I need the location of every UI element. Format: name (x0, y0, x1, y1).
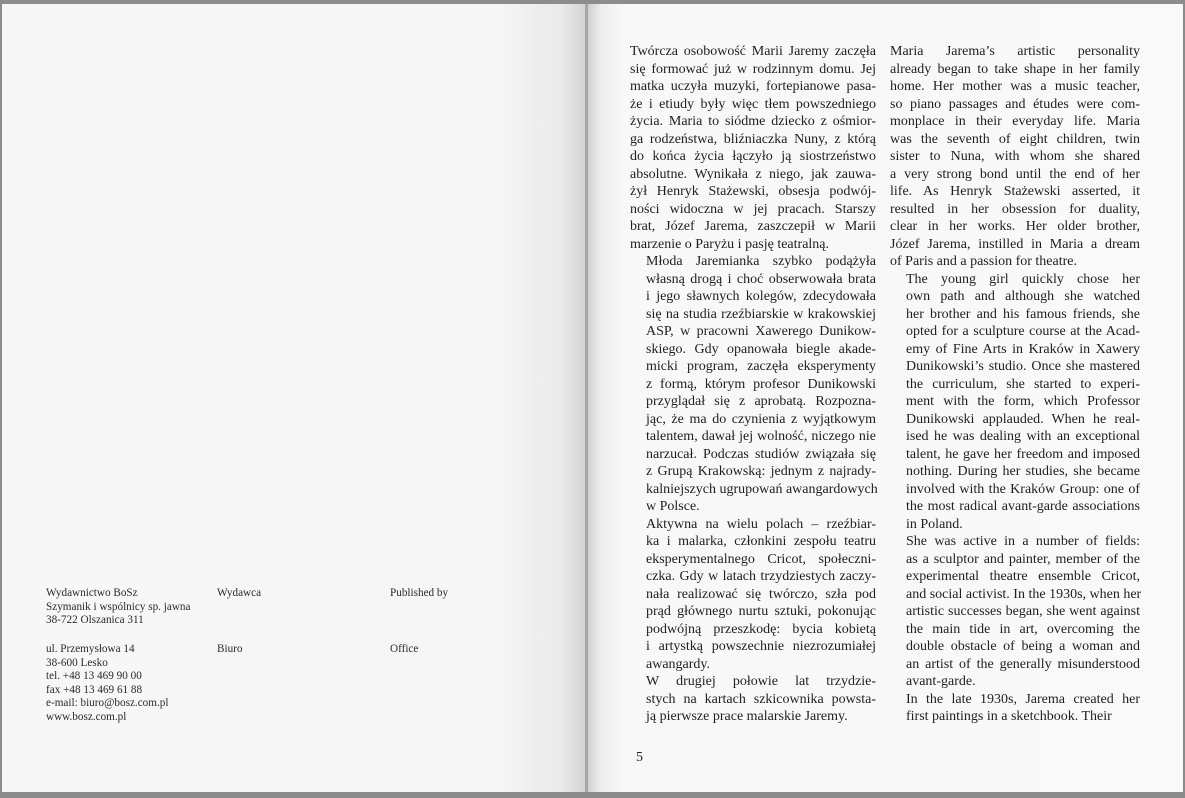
text-line: w Polsce. (646, 499, 700, 514)
text-line: marzenie o Paryżu i pasję teatralną. (630, 236, 830, 252)
text-line: Twórcza osobowość Marii Jaremy zaczęła (630, 44, 876, 59)
text-line: own path and although she watched (906, 289, 1140, 304)
text-line: i artystką powszechnie niezrozumiałej (646, 639, 876, 654)
right-page (588, 4, 1183, 792)
text-line: in Poland. (906, 516, 963, 532)
text-line: so piano passages and études were com- (890, 96, 1140, 112)
imprint-line: Wydawnictwo BoSz (46, 587, 138, 599)
text-line: a very strong bond until the end of her (890, 166, 1140, 182)
text-line: skiego. Gdy opanowała biegle akade- (646, 341, 876, 357)
paragraph (630, 516, 876, 674)
text-line: i jego sławnych kolegów, zdecydowała (646, 289, 876, 304)
publisher-label-en: Published by (390, 587, 449, 599)
text-line: involved with the Kraków Group: one of (906, 481, 1140, 497)
text-line: monplace in their everyday life. Maria (890, 114, 1140, 129)
paragraph (630, 673, 876, 726)
text-line: double obstacle of being a woman and (906, 639, 1140, 654)
office-address (46, 643, 168, 725)
text-line: micki program, zaczęła eksperymenty (646, 359, 876, 374)
text-line: stych na kartach szkicownika powsta- (646, 691, 876, 707)
text-line: first paintings in a sketchbook. Their (906, 709, 1112, 724)
text-line: experimental theatre ensemble Cricot, (906, 569, 1140, 584)
office-label-pl: Biuro (217, 643, 243, 655)
text-line: czka. Gdy w latach trzydziestych zaczy- (646, 569, 876, 584)
text-line: się na studia rzeźbiarskie w krakowskiej (646, 306, 876, 322)
office-label-en: Office (390, 643, 419, 655)
publisher-name (46, 587, 191, 628)
text-line: her brother and his famous friends, she (906, 306, 1140, 322)
text-line: the most radical avant-garde associations (906, 499, 1140, 514)
paragraph (890, 691, 1140, 726)
text-line: jąc, że ma do czynienia z wyjątkowym (646, 411, 876, 427)
publisher-label-pl: Wydawca (217, 587, 262, 599)
english-text-column (890, 43, 1140, 726)
text-line: nothing. During her studies, she became (906, 464, 1140, 479)
text-line: matka uczyła muzyki, fortepianowe pasa- (630, 79, 876, 94)
text-line: the main tide in art, overcoming the (906, 621, 1140, 637)
paragraph (890, 43, 1140, 271)
text-line: absolutne. Wynikała z niego, jak zauwa- (630, 166, 876, 182)
text-line: opted for a sculpture course at the Acad- (906, 324, 1140, 339)
imprint-line: 38-722 Olszanica 311 (46, 614, 144, 627)
imprint-line: fax +48 13 469 61 88 (46, 683, 143, 696)
text-line: was the seventh of eight children, twin (890, 131, 1140, 147)
text-line: sister to Nuna, with whom she shared (890, 149, 1140, 164)
text-line: awangardy. (646, 656, 711, 672)
text-line: przyglądał się z aprobatą. Rozpozna- (646, 394, 876, 409)
text-line: żył Henryk Stażewski, obsesja podwój- (630, 184, 876, 199)
text-line: talent, he gave her freedom and imposed (906, 446, 1140, 462)
text-line: W drugiej połowie lat trzydzie- (646, 674, 876, 689)
paragraph (890, 533, 1140, 691)
text-line: home. Her mother was a music teacher, (890, 79, 1140, 94)
text-line: Aktywna na wielu polach – rzeźbiar- (646, 516, 876, 532)
paragraph (890, 271, 1140, 534)
imprint-line: www.bosz.com.pl (46, 710, 127, 723)
page-number: 5 (636, 750, 643, 765)
text-line: życia. Maria to siódme dziecko z ośmior- (630, 114, 876, 129)
text-line: narzucał. Podczas studiów związała się (646, 446, 876, 462)
text-line: eksperymentalnego Cricot, społeczni- (646, 551, 876, 567)
text-line: ności widoczna w jej pracach. Starszy (630, 201, 876, 217)
text-line: She was active in a number of fields: (906, 534, 1140, 549)
text-line: ised he was dealing with an exceptional (906, 429, 1140, 444)
text-line: resulted in her obsession for duality, (890, 201, 1140, 217)
text-line: Dunikowski applauded. When he real- (906, 411, 1140, 427)
text-line: własną drogą i choć obserwowała brata (646, 271, 876, 287)
text-line: brat, Józef Jarema, zaszczepił w Marii (630, 219, 876, 234)
text-line: as a sculptor and painter, member of the (906, 551, 1140, 567)
text-line: avant-garde. (906, 674, 976, 689)
text-line: z formą, którym profesor Dunikowski (646, 376, 876, 392)
text-line: clear in her works. Her older brother, (890, 219, 1140, 234)
text-line: Dunikowski’s studio. Once she mastered (906, 359, 1140, 374)
text-line: talentem, dawał jej wolność, niczego nie (646, 429, 876, 444)
text-line: the curriculum, she started to experi- (906, 376, 1140, 392)
text-line: Młoda Jaremianka szybko podążyła (646, 254, 876, 269)
text-line: artistic successes began, she went against (906, 604, 1140, 619)
text-line: podwójną przeszkodę: bycia kobietą (646, 621, 876, 637)
imprint-line: Szymanik i wspólnicy sp. jawna (46, 600, 191, 613)
text-line: prąd głównego nurtu sztuki, pokonując (646, 604, 876, 619)
text-line: ASP, w pracowni Xawerego Dunikow- (646, 324, 876, 339)
text-line: life. As Henryk Stażewski asserted, it (890, 184, 1140, 199)
text-line: ment with the form, which Professor (906, 394, 1140, 409)
imprint-line: ul. Przemysłowa 14 (46, 643, 135, 655)
text-line: kalniejszych ugrupowań awangardowych (646, 481, 878, 497)
text-line: z Grupą Krakowską: jednym z najrady- (646, 464, 876, 479)
text-line: emy of Fine Arts in Kraków in Xawery (906, 341, 1140, 357)
text-line: and social activist. In the 1930s, when her (906, 586, 1142, 602)
left-page (2, 4, 586, 792)
paragraph (630, 43, 876, 253)
paragraph (630, 253, 876, 516)
text-line: already began to take shape in her family (890, 61, 1140, 77)
text-line: Maria Jarema’s artistic personality (890, 44, 1140, 59)
text-line: of Paris and a passion for theatre. (890, 254, 1077, 269)
text-line: ga rodzeństwa, bliźniaczka Nuny, z którą (630, 131, 876, 147)
imprint-line: tel. +48 13 469 90 00 (46, 670, 142, 683)
text-line: ka i malarka, członkini zespołu teatru (646, 534, 876, 549)
text-line: się formować już w rodzinnym domu. Jej (630, 61, 876, 77)
text-line: The young girl quickly chose her (906, 271, 1140, 287)
text-line: nała realizować się twórczo, szła pod (646, 586, 876, 602)
text-line: ją pierwsze prace malarskie Jaremy. (646, 709, 848, 724)
text-line: In the late 1930s, Jarema created her (906, 691, 1140, 707)
text-line: an artist of the generally misunderstood (906, 656, 1140, 672)
imprint-line: e-mail: biuro@bosz.com.pl (46, 697, 169, 710)
text-line: do końca życia łączyło ją siostrzeństwo (630, 149, 876, 164)
text-line: Józef Jarema, instilled in Maria a dream (890, 236, 1140, 252)
polish-text-column (630, 43, 876, 726)
text-line: że i etiudy były więc tłem powszedniego (630, 96, 876, 112)
imprint-line: 38-600 Lesko (46, 656, 108, 669)
